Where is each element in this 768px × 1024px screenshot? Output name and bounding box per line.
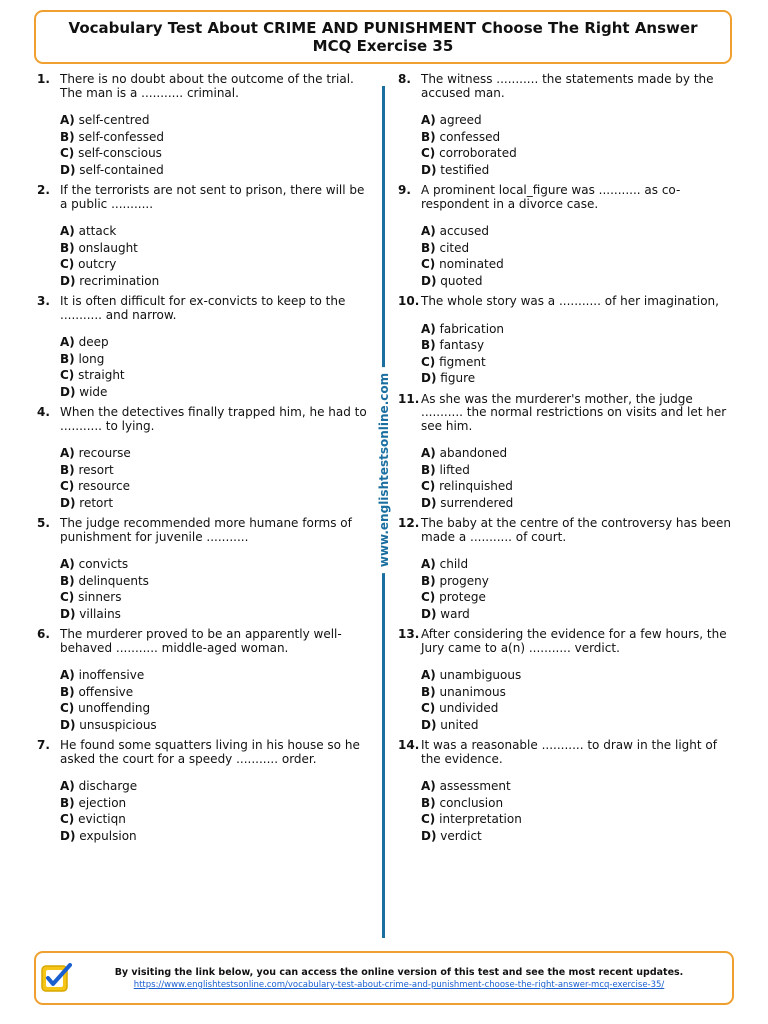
- question-text: When the detectives finally trapped him, he had to ........... to lying.: [60, 405, 367, 433]
- option-b[interactable]: B) fantasy: [421, 338, 485, 352]
- question-8: [398, 73, 738, 178]
- checkbox-check-icon: [39, 961, 73, 995]
- option-a[interactable]: A) self-centred: [60, 113, 150, 127]
- question-text: The murderer proved to be an apparently well-behaved ........... middle-aged woman.: [60, 627, 342, 655]
- option-b[interactable]: B) resort: [60, 462, 114, 477]
- option-a[interactable]: A) inoffensive: [60, 668, 145, 682]
- option-d[interactable]: D) testified: [421, 162, 490, 177]
- question-text: The whole story was a ........... of her imagination,: [421, 294, 719, 308]
- option-b[interactable]: B) lifted: [421, 462, 470, 477]
- questions-right-column: [398, 73, 738, 850]
- question-text: There is no doubt about the outcome of the trial. The man is a ........... criminal.: [60, 72, 354, 100]
- option-d[interactable]: D) self-contained: [60, 162, 164, 177]
- answer-options: [421, 112, 738, 178]
- question-2: [37, 184, 375, 289]
- option-d[interactable]: D) retort: [60, 495, 114, 510]
- question-number: 13.: [398, 627, 420, 641]
- question-number: 7.: [37, 738, 50, 752]
- option-b[interactable]: B) delinquents: [60, 573, 149, 588]
- question-10: [398, 295, 738, 387]
- question-12: [398, 517, 738, 622]
- footer-box: [34, 951, 734, 1005]
- question-text: The baby at the centre of the controversy has been made a ........... of court.: [421, 516, 731, 544]
- option-a[interactable]: A) child: [421, 557, 469, 571]
- answer-options: [421, 556, 738, 622]
- question-text: If the terrorists are not sent to prison, there will be a public ...........: [60, 183, 365, 211]
- question-9: [398, 184, 738, 289]
- option-c[interactable]: C) resource: [60, 479, 131, 493]
- option-c[interactable]: C) corroborated: [421, 146, 517, 160]
- question-text: He found some squatters living in his house so he asked the court for a speedy ........... order.: [60, 738, 360, 766]
- question-number: 6.: [37, 627, 50, 641]
- answer-options: [60, 778, 375, 844]
- question-number: 10.: [398, 294, 420, 308]
- question-text: A prominent local_figure was ........... as co-respondent in a divorce case.: [421, 183, 681, 211]
- online-test-link[interactable]: https://www.englishtestsonline.com/vocabulary-test-about-crime-and-punishment-choose-the-right-answer-mcq-exercise-35/: [133, 980, 665, 990]
- answer-options: [60, 556, 375, 622]
- question-text: The witness ........... the statements made by the accused man.: [421, 72, 714, 100]
- question-5: [37, 517, 375, 622]
- question-number: 2.: [37, 183, 50, 197]
- option-a[interactable]: A) recourse: [60, 446, 131, 460]
- option-c[interactable]: C) figment: [421, 354, 486, 369]
- question-text: It was a reasonable ........... to draw in the light of the evidence.: [421, 738, 717, 766]
- answer-options: [60, 223, 375, 289]
- option-a[interactable]: A) abandoned: [421, 446, 508, 460]
- option-a[interactable]: A) deep: [60, 335, 109, 349]
- question-1: [37, 73, 375, 178]
- option-c[interactable]: C) evictiqn: [60, 812, 126, 826]
- option-b[interactable]: B) progeny: [421, 573, 489, 588]
- question-4: [37, 406, 375, 511]
- option-b[interactable]: B) offensive: [60, 684, 134, 699]
- question-14: [398, 739, 738, 844]
- answer-options: [421, 223, 738, 289]
- question-number: 9.: [398, 183, 411, 197]
- option-a[interactable]: A) unambiguous: [421, 668, 522, 682]
- option-a[interactable]: A) discharge: [60, 779, 138, 793]
- option-d[interactable]: D) wide: [60, 384, 108, 399]
- option-d[interactable]: D) villains: [60, 606, 121, 621]
- site-watermark: www.englishtestsonline.com: [375, 367, 393, 573]
- option-d[interactable]: D) recrimination: [60, 273, 160, 288]
- question-7: [37, 739, 375, 844]
- option-b[interactable]: B) cited: [421, 240, 470, 255]
- footer-note: By visiting the link below, you can access the online version of this test and see the most recent updates.: [114, 967, 684, 978]
- question-3: [37, 295, 375, 400]
- option-a[interactable]: A) attack: [60, 224, 117, 238]
- option-c[interactable]: C) unoffending: [60, 701, 151, 715]
- option-b[interactable]: B) conclusion: [421, 795, 504, 810]
- option-a[interactable]: A) assessment: [421, 779, 511, 793]
- question-number: 4.: [37, 405, 50, 419]
- answer-options: [60, 445, 375, 511]
- answer-options: [421, 445, 738, 511]
- question-text: It is often difficult for ex-convicts to keep to the ........... and narrow.: [60, 294, 346, 322]
- option-d[interactable]: D) unsuspicious: [60, 717, 157, 732]
- question-number: 12.: [398, 516, 420, 530]
- question-text: After considering the evidence for a few hours, the Jury came to a(n) ........... verdict.: [421, 627, 727, 655]
- option-d[interactable]: D) verdict: [421, 828, 482, 843]
- option-c[interactable]: C) self-conscious: [60, 146, 162, 160]
- question-number: 11.: [398, 391, 420, 406]
- question-number: 1.: [37, 72, 50, 86]
- option-c[interactable]: C) sinners: [60, 590, 122, 604]
- option-b[interactable]: B) onslaught: [60, 240, 138, 255]
- question-number: 3.: [37, 294, 50, 308]
- option-d[interactable]: D) ward: [421, 606, 470, 621]
- option-d[interactable]: D) united: [421, 717, 479, 732]
- option-c[interactable]: C) straight: [60, 368, 125, 382]
- option-c[interactable]: C) interpretation: [421, 812, 522, 826]
- option-c[interactable]: C) undivided: [421, 701, 499, 715]
- option-a[interactable]: A) fabrication: [421, 321, 505, 336]
- option-a[interactable]: A) agreed: [421, 113, 482, 127]
- option-b[interactable]: B) self-confessed: [60, 129, 164, 144]
- answer-options: [421, 321, 738, 387]
- answer-options: [421, 778, 738, 844]
- option-d[interactable]: D) surrendered: [421, 495, 514, 510]
- question-number: 14.: [398, 738, 420, 752]
- option-d[interactable]: D) figure: [421, 371, 476, 385]
- question-number: 5.: [37, 516, 50, 530]
- question-6: [37, 628, 375, 733]
- questions-left-column: [37, 73, 375, 850]
- title-box: [34, 10, 732, 64]
- option-c[interactable]: C) nominated: [421, 257, 504, 271]
- page-title-line2: MCQ Exercise 35: [312, 37, 454, 55]
- question-11: [398, 393, 738, 512]
- option-d[interactable]: D) quoted: [421, 273, 483, 288]
- page-title-line1: Vocabulary Test About CRIME AND PUNISHMENT Choose The Right Answer: [68, 19, 698, 37]
- option-a[interactable]: A) convicts: [60, 557, 129, 571]
- option-c[interactable]: C) relinquished: [421, 479, 513, 493]
- answer-options: [60, 112, 375, 178]
- question-text: The judge recommended more humane forms of punishment for juvenile ...........: [60, 516, 352, 544]
- answer-options: [60, 667, 375, 733]
- answer-options: [421, 667, 738, 733]
- option-c[interactable]: C) outcry: [60, 257, 117, 271]
- answer-options: [60, 334, 375, 400]
- option-c[interactable]: C) protege: [421, 590, 486, 604]
- question-13: [398, 628, 738, 733]
- option-d[interactable]: D) expulsion: [60, 828, 137, 843]
- option-a[interactable]: A) accused: [421, 224, 490, 238]
- question-number: 8.: [398, 72, 411, 86]
- option-b[interactable]: B) unanimous: [421, 684, 506, 699]
- option-b[interactable]: B) confessed: [421, 129, 501, 144]
- option-b[interactable]: B) ejection: [60, 795, 127, 810]
- option-b[interactable]: B) long: [60, 351, 105, 366]
- question-text: As she was the murderer's mother, the judge ........... the normal restrictions on visits and let her see him.: [421, 391, 727, 433]
